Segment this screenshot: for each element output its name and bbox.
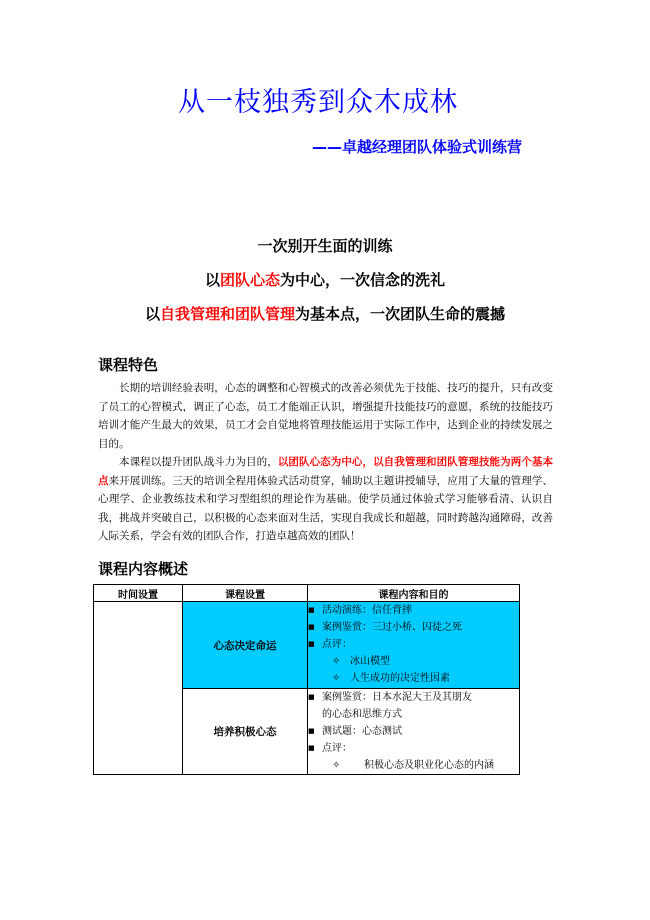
diamond-bullet-icon: ✧ [332,673,341,684]
list-item [308,723,519,740]
list-item-continuation [308,706,519,723]
item-text: 冰山模型 [350,656,390,667]
list-item [308,619,519,636]
content-cell [308,602,520,689]
diamond-bullet-icon: ✧ [332,656,341,667]
document-title: 从一枝独秀到众木成林 [178,87,458,118]
column-header-time: 时间设置 [94,585,183,602]
tagline-highlight: 团队心态 [219,271,280,289]
paragraph-text: 来开展训练。三天的培训全程用体验式活动贯穿，辅助以主题讲授辅导，应用了大量的管理学、心理学、企业教练技术和学习型组织的理论作为基础。使学员通过体验式学习能够看清、认识自我，挑战并突破自己，以积极的心态来面对生活，实现自我成长和超越，同时跨越沟通障碍，改善人际关系，学会有效的团队合作，打造卓越高效的团队！ [98,474,554,542]
setting-cell: 心态决定命运 [183,602,308,689]
item-text: 的心态和思维方式 [322,709,402,720]
tagline-highlight: 自我管理和团队管理 [159,305,295,323]
list-item [308,740,519,757]
item-text: 活动演练：信任背摔 [322,605,412,616]
features-paragraph-1: 长期的培训经验表明，心态的调整和心智模式的改善必须优先于技能、技巧的提升，只有改变了员工的心智模式，调正了心态，员工才能端正认识，增强提升技能技巧的意愿，系统的技能技巧培训才能产生最大的效果，员工才会自觉地将管理技能运用于实际工作中，达到企业的持续发展之目的。 [98,382,553,450]
square-bullet-icon: ■ [308,727,315,735]
features-paragraph-2 [98,453,553,546]
setting-cell: 培养积极心态 [183,689,308,775]
diamond-bullet-icon: ✧ [332,760,341,771]
item-text: 人生成功的决定性因素 [350,673,450,684]
item-text: 案例鉴赏：日本水泥大王及其朋友 [322,692,472,703]
square-bullet-icon: ■ [308,693,315,701]
table-header-row [94,585,520,602]
overview-heading: 课程内容概述 [98,560,189,578]
tagline-text: 以 [144,305,160,323]
tagline-line-2 [0,269,650,290]
item-text: 点评： [322,743,352,754]
tagline-line-1: 一次别开生面的训练 [257,237,393,255]
item-text: 测试题：心态测试 [322,726,402,737]
document-subtitle: ——卓越经理团队体验式训练营 [312,138,523,156]
tagline-line-3 [0,303,650,324]
square-bullet-icon: ■ [308,606,315,614]
tagline-text: 以 [204,271,220,289]
item-text: 积极心态及职业化心态的内涵 [364,760,494,771]
list-item [308,602,519,619]
time-cell [94,602,183,775]
course-table [93,584,520,775]
square-bullet-icon: ■ [308,623,315,631]
list-item [308,636,519,653]
tagline-text: 为基本点，一次团队生命的震撼 [295,305,506,323]
paragraph-text: 本课程以提升团队战斗力为目的， [119,456,278,468]
item-text: 案例鉴赏：三过小桥、囚徒之死 [322,622,462,633]
square-bullet-icon: ■ [308,744,315,752]
column-header-setting: 课程设置 [183,585,308,602]
tagline-text: 为中心，一次信念的洗礼 [280,271,446,289]
list-subitem [308,653,519,670]
table-row [94,602,520,689]
column-header-content: 课程内容和目的 [308,585,520,602]
list-subitem [308,757,519,774]
square-bullet-icon: ■ [308,640,315,648]
features-heading: 课程特色 [98,356,159,374]
paragraph-highlight: 以团队心态为中心，以自我管理和团队管理技能为两个基本点 [98,456,553,487]
item-text: 点评： [322,639,352,650]
content-cell [308,689,520,775]
list-subitem [308,670,519,687]
list-item [308,689,519,706]
